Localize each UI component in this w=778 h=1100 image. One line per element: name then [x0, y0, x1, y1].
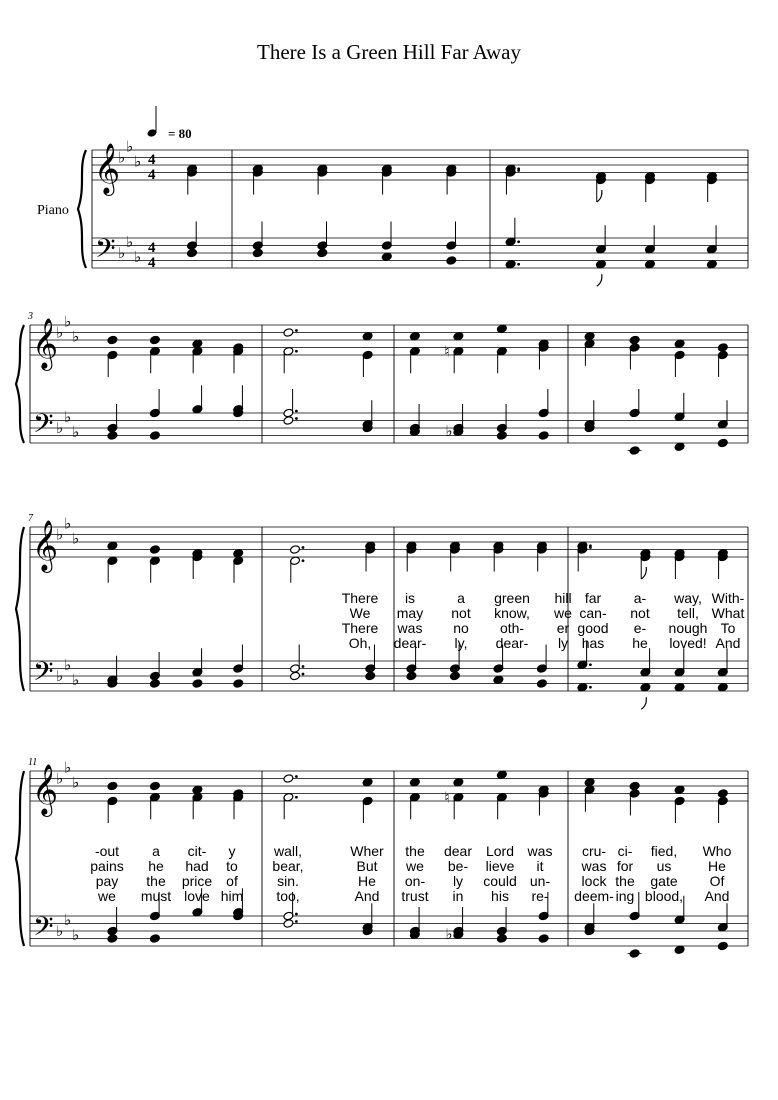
lyric-syllable: Of — [709, 873, 725, 889]
lyric-syllable: in — [452, 888, 464, 904]
note-head — [674, 339, 685, 349]
flat-icon: ♭ — [64, 514, 72, 533]
note-head — [717, 941, 728, 951]
flat-icon: ♭ — [118, 244, 126, 262]
note-head — [409, 777, 420, 787]
lyric-syllable: for — [616, 858, 634, 874]
lyric-syllable: tell, — [677, 605, 699, 621]
lyric-syllable: cit- — [187, 843, 207, 859]
lyric-syllable: we — [406, 858, 424, 874]
note-head — [453, 777, 464, 787]
note-head — [640, 682, 651, 692]
lyric-syllable: wall, — [273, 843, 303, 859]
lyric-syllable: loved! — [669, 635, 707, 651]
lyric-syllable: gate — [650, 873, 678, 889]
dot — [589, 686, 592, 689]
staff-lines — [30, 150, 748, 946]
note-head — [674, 442, 685, 452]
lyric-syllable: Wher — [350, 843, 384, 859]
lyric-syllable: on- — [404, 873, 426, 889]
note-head — [381, 252, 392, 262]
flat-icon: ♭ — [126, 137, 134, 156]
lyric-syllable: pains — [90, 858, 124, 874]
brace — [16, 771, 24, 946]
clefs — [32, 137, 156, 948]
lyric-syllable: green — [494, 590, 530, 606]
note-head — [717, 438, 728, 448]
lyric-syllable: But — [356, 858, 378, 874]
flat-icon: ♭ — [134, 152, 142, 171]
lyric-syllable: a — [152, 843, 160, 859]
note-head — [233, 679, 244, 689]
flat-icon: ♭ — [72, 925, 80, 944]
flag — [641, 567, 646, 579]
lyric-syllable: ci- — [617, 843, 633, 859]
lyric-syllable: lock — [581, 873, 607, 889]
lyric-syllable: has — [581, 635, 605, 651]
lyric-syllable: blood, — [644, 888, 684, 904]
lyric-syllable: him — [220, 888, 244, 904]
dot — [295, 920, 298, 923]
time-signature-bottom: 4 — [148, 255, 156, 271]
dot — [295, 796, 298, 799]
flat-icon: ♭ — [126, 232, 134, 251]
natural-icon: ♮ — [444, 788, 450, 807]
lyric-syllable: too, — [276, 888, 300, 904]
lyric-syllable: hill — [554, 590, 572, 606]
note-head — [107, 781, 118, 791]
lyric-syllable: we — [554, 605, 572, 621]
lyric-syllable: Oh, — [348, 635, 372, 651]
dot — [295, 913, 298, 916]
lyric-syllable: There — [341, 590, 379, 606]
lyric-syllable: dear- — [393, 635, 427, 651]
lyric-syllable: We — [349, 605, 371, 621]
note-head — [717, 682, 728, 692]
lyric-syllable: the — [405, 843, 425, 859]
lyric-syllable: way, — [674, 590, 702, 606]
flat-icon: ♭ — [445, 421, 453, 440]
lyric-syllable: had — [185, 858, 209, 874]
lyric-syllable: he — [148, 858, 164, 874]
lyric-syllable: us — [656, 858, 672, 874]
note-head — [317, 248, 328, 258]
note-head — [149, 545, 160, 555]
lyric-syllable: we — [98, 888, 116, 904]
barlines — [16, 150, 748, 946]
note-head — [406, 671, 417, 681]
time-signature-bottom: 4 — [148, 167, 156, 183]
note-head — [149, 335, 160, 345]
lyric-syllable: nough — [668, 620, 708, 636]
note-head — [595, 259, 606, 269]
lyric-syllable: e- — [633, 620, 647, 636]
notes — [107, 164, 728, 958]
lyric-syllable: pay — [95, 873, 119, 889]
dot — [295, 329, 298, 332]
lyric-syllable: was — [527, 843, 553, 859]
lyric-syllable: deem- — [574, 888, 614, 904]
note-head — [538, 431, 549, 441]
note-head — [629, 781, 640, 791]
note-head — [644, 259, 655, 269]
lyric-syllable: was — [397, 620, 423, 636]
time-signature-top: 4 — [148, 152, 156, 168]
lyric-syllable: ly — [452, 873, 464, 889]
note-head — [577, 682, 588, 692]
note-head — [629, 335, 640, 345]
treble-clef-icon: 𝄞 — [32, 520, 59, 571]
note-head — [192, 679, 203, 689]
note-head — [107, 335, 118, 345]
lyric-syllable: fied, — [650, 843, 678, 859]
note-head — [252, 248, 263, 258]
lyric-syllable: Lord — [485, 843, 515, 859]
instrument-name: Piano — [37, 203, 69, 218]
flat-icon: ♭ — [64, 655, 72, 674]
lyric-syllable: can- — [579, 605, 607, 621]
note-head — [446, 256, 457, 266]
bass-clef-icon: 𝄢 — [33, 910, 54, 949]
dot — [295, 775, 298, 778]
bass-clef-icon: 𝄢 — [33, 407, 54, 446]
dot — [295, 410, 298, 413]
flat-icon: ♭ — [72, 773, 80, 792]
lyric-syllable: Who — [702, 843, 732, 859]
flat-icon: ♭ — [72, 422, 80, 441]
lyric-syllable: no — [453, 620, 469, 636]
tempo-bpm: = 80 — [168, 126, 192, 141]
note-head — [717, 343, 728, 353]
lyric-syllable: is — [404, 590, 416, 606]
note-head — [584, 777, 595, 787]
note-head — [453, 331, 464, 341]
lyric-syllable: the — [615, 873, 635, 889]
note-head — [233, 548, 244, 558]
half-note-head — [290, 545, 301, 555]
treble-clef-icon: 𝄞 — [32, 764, 59, 815]
lyric-syllable: know, — [494, 605, 530, 621]
lyric-syllable: lieve — [485, 858, 515, 874]
lyric-syllable: a — [457, 590, 465, 606]
dot — [302, 546, 305, 549]
lyric-syllable: dear- — [495, 635, 529, 651]
lyric-syllable: And — [715, 635, 741, 651]
flat-icon: ♭ — [445, 924, 453, 943]
lyric-syllable: And — [354, 888, 380, 904]
lyric-syllable: price — [181, 873, 213, 889]
lyric-syllable: may — [396, 605, 424, 621]
lyric-syllable: re- — [531, 888, 549, 904]
note-head — [409, 331, 420, 341]
dot — [295, 350, 298, 353]
lyric-syllable: To — [720, 620, 736, 636]
half-note-head — [283, 328, 294, 338]
note-head — [187, 248, 198, 258]
lyric-syllable: un- — [529, 873, 551, 889]
flat-icon: ♭ — [56, 769, 64, 788]
flat-icon: ♭ — [56, 922, 64, 940]
flat-icon: ♭ — [56, 323, 64, 342]
lyric-syllable: was — [581, 858, 607, 874]
note-head — [107, 934, 118, 944]
note-head — [706, 259, 717, 269]
measure-number: 3 — [28, 311, 33, 322]
measure-number: 7 — [28, 513, 33, 524]
lyric-syllable: of — [226, 873, 238, 889]
lyric-syllable: he — [632, 635, 648, 651]
note-head — [505, 259, 516, 269]
lyric-syllable: ing — [615, 888, 635, 904]
half-note-head — [290, 671, 301, 681]
lyric-syllable: oth- — [499, 620, 525, 636]
time-signature-top: 4 — [148, 240, 156, 256]
treble-clef-icon: 𝄞 — [94, 143, 121, 194]
flat-icon: ♭ — [64, 910, 72, 929]
lyric-syllable: -out — [94, 843, 120, 859]
page-title: There Is a Green Hill Far Away — [257, 40, 521, 64]
note-head — [496, 934, 507, 944]
flat-icon: ♭ — [64, 407, 72, 426]
flat-icon: ♭ — [72, 670, 80, 689]
dot — [302, 665, 305, 668]
note-head — [538, 934, 549, 944]
lyric-syllable: With- — [711, 590, 745, 606]
dot — [517, 240, 520, 243]
bass-clef-icon: 𝄢 — [33, 655, 54, 694]
lyric-syllable: He — [708, 858, 726, 874]
measure-number: 11 — [28, 757, 38, 768]
note-head — [149, 781, 160, 791]
lyric-syllable: cru- — [581, 843, 607, 859]
lyric-syllable: good — [577, 620, 609, 636]
lyric-syllable: y — [228, 843, 236, 859]
bass-clef-icon: 𝄢 — [95, 232, 116, 271]
note-head — [192, 785, 203, 795]
dot — [302, 559, 305, 562]
note-head — [496, 770, 507, 780]
flat-icon: ♭ — [72, 529, 80, 548]
lyric-syllable: What — [711, 605, 745, 621]
flat-icon: ♭ — [56, 667, 64, 685]
note-head — [107, 541, 118, 551]
flat-icon: ♭ — [56, 419, 64, 437]
note-head — [674, 682, 685, 692]
lyric-syllable: could — [483, 873, 517, 889]
note-head — [362, 331, 373, 341]
lyric-syllable: ly — [557, 635, 569, 651]
note-head — [362, 777, 373, 787]
flag — [597, 190, 602, 202]
lyric-syllable: the — [146, 873, 166, 889]
brace — [78, 150, 86, 268]
lyric-syllable: not — [630, 605, 650, 621]
dot — [302, 673, 305, 676]
natural-icon: ♮ — [444, 342, 450, 361]
note-head — [536, 679, 547, 689]
lyric-syllable: bear, — [272, 858, 304, 874]
dot — [589, 663, 592, 666]
flat-icon: ♭ — [64, 312, 72, 331]
half-note-head — [283, 774, 294, 784]
lyric-syllable: trust — [401, 888, 429, 904]
lyric-syllable: love — [184, 888, 210, 904]
note-head — [496, 324, 507, 334]
brace — [16, 325, 24, 443]
dot — [517, 263, 520, 266]
half-note-head — [283, 919, 294, 929]
note-head — [107, 431, 118, 441]
flag — [641, 697, 646, 709]
dot — [589, 546, 592, 549]
lyric-syllable: a- — [633, 590, 647, 606]
lyric-syllable: his — [491, 888, 509, 904]
note-head — [449, 671, 460, 681]
lyric-syllable: er — [556, 620, 570, 636]
lyric-syllable: it — [536, 858, 544, 874]
dot — [295, 417, 298, 420]
dot — [517, 169, 520, 172]
note-head — [149, 679, 160, 689]
lyric-syllable: not — [451, 605, 471, 621]
note-head — [584, 331, 595, 341]
note-head — [674, 785, 685, 795]
flat-icon: ♭ — [64, 758, 72, 777]
lyric-syllable: far — [584, 590, 602, 606]
note-head — [149, 934, 160, 944]
note-head — [149, 431, 160, 441]
treble-clef-icon: 𝄞 — [32, 318, 59, 369]
note-head — [365, 671, 376, 681]
lyric-syllable: must — [140, 888, 172, 904]
note-head — [496, 431, 507, 441]
flat-icon: ♭ — [134, 247, 142, 266]
flat-icon: ♭ — [118, 148, 126, 167]
note-head — [192, 339, 203, 349]
flag — [597, 274, 602, 286]
lyric-syllable: There — [341, 620, 379, 636]
lyric-syllable: dear — [443, 843, 473, 859]
note-head — [674, 945, 685, 955]
lyric-syllable: to — [226, 858, 238, 874]
lyric-syllable: And — [704, 888, 730, 904]
note-head — [493, 675, 504, 685]
flat-icon: ♭ — [72, 327, 80, 346]
flat-icon: ♭ — [56, 525, 64, 544]
half-note-head — [283, 416, 294, 426]
lyric-syllable: be- — [447, 858, 469, 874]
lyric-syllable: He — [358, 873, 376, 889]
lyric-syllable: sin. — [277, 873, 299, 889]
lyric-syllable: ly, — [454, 635, 468, 651]
brace — [16, 527, 24, 691]
note-head — [717, 789, 728, 799]
